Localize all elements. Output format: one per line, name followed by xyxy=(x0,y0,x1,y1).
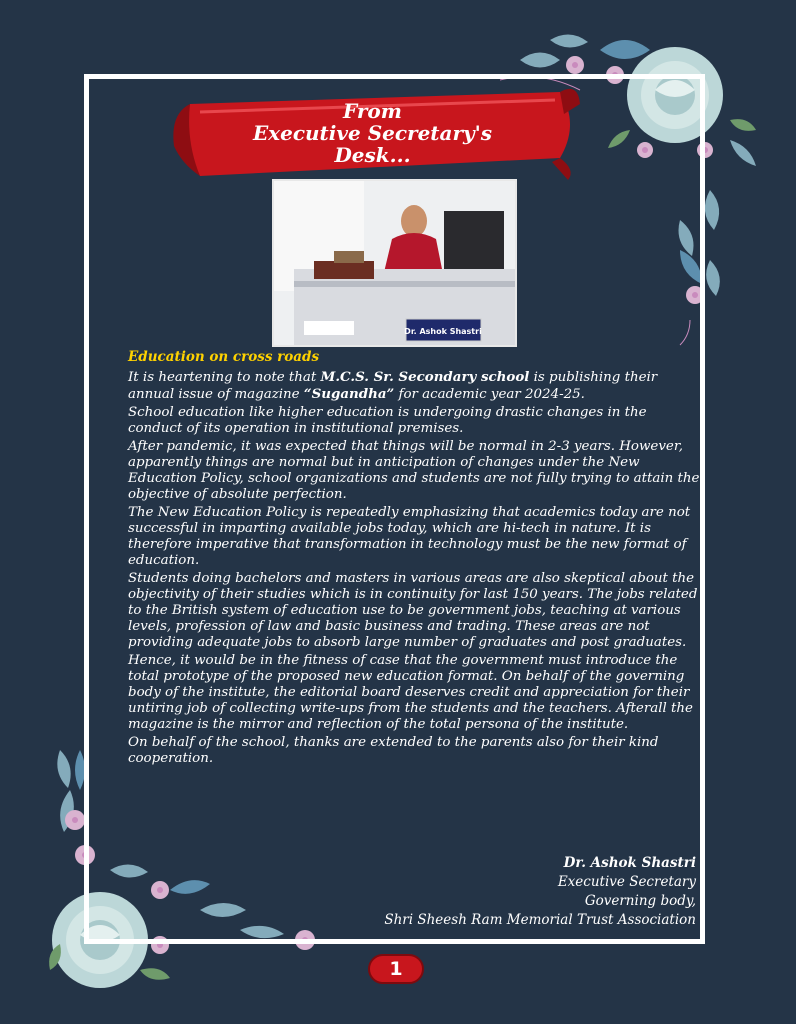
article-heading: Education on cross roads xyxy=(128,349,320,365)
p1-text-e: for academic year 2024-25. xyxy=(394,387,585,402)
banner-title xyxy=(200,100,545,166)
banner-line-2: Executive Secretary's xyxy=(252,121,493,145)
paragraph-2: School education like higher education is undergoing drastic changes in the conduct of its operation in institutional premises. xyxy=(128,405,647,436)
banner-line-3: Desk... xyxy=(334,143,411,167)
page-number-badge xyxy=(367,953,425,985)
signature-block xyxy=(384,854,696,930)
signatory-org: Shri Sheesh Ram Memorial Trust Association xyxy=(384,912,696,928)
magazine-name: “Sugandha” xyxy=(303,386,395,402)
paragraph-1 xyxy=(128,369,703,403)
office-scene-illustration xyxy=(274,181,515,345)
school-name: M.C.S. Sr. Secondary school xyxy=(320,369,530,385)
paragraph-4: The New Education Policy is repeatedly emphasizing that academics today are not successful in imparting available jobs today, which are hi-tech in nature. It is therefore imperative that transformation in technology must be the new format of education. xyxy=(128,505,691,568)
nameplate-text: Dr. Ashok Shastri xyxy=(404,327,482,336)
banner-line-1: From xyxy=(343,99,402,123)
portrait-photo xyxy=(272,179,517,347)
page-number: 1 xyxy=(389,958,403,980)
paragraph-3: After pandemic, it was expected that things will be normal in 2-3 years. However, apparently things are normal but in anticipation of changes under the New Education Policy, school organizations and students are not fully trying to attain the objective of absolute perfection. xyxy=(128,439,700,502)
article-body xyxy=(128,349,703,769)
paragraph-5: Students doing bachelors and masters in various areas are also skeptical about the objectivity of their studies which is in continuity for last 150 years. The jobs related to the British system of education use to be government jobs, teaching at various levels, profession of law and basic business and trading. These areas are not providing adequate jobs to absorb large number of graduates and post graduates. xyxy=(128,571,698,650)
signatory-title: Executive Secretary xyxy=(557,874,696,890)
paragraph-6: Hence, it would be in the fitness of case that the government must introduce the total prototype of the proposed new education format. On behalf of the governing body of the institute, the editorial board deserves credit and appreciation for their untiring job of collecting write-ups from the students and the teachers. Afterall the magazine is the mirror and reflection of the total persona of the institute. xyxy=(128,653,693,732)
signatory-body: Governing body, xyxy=(584,893,696,909)
signatory-name: Dr. Ashok Shastri xyxy=(563,855,696,871)
p1-text-a: It is heartening to note that xyxy=(128,370,321,385)
p1-text-c: is publishing their annual issue of magazine xyxy=(128,370,658,402)
paragraph-7: On behalf of the school, thanks are extended to the parents also for their kind cooperation. xyxy=(128,735,659,766)
